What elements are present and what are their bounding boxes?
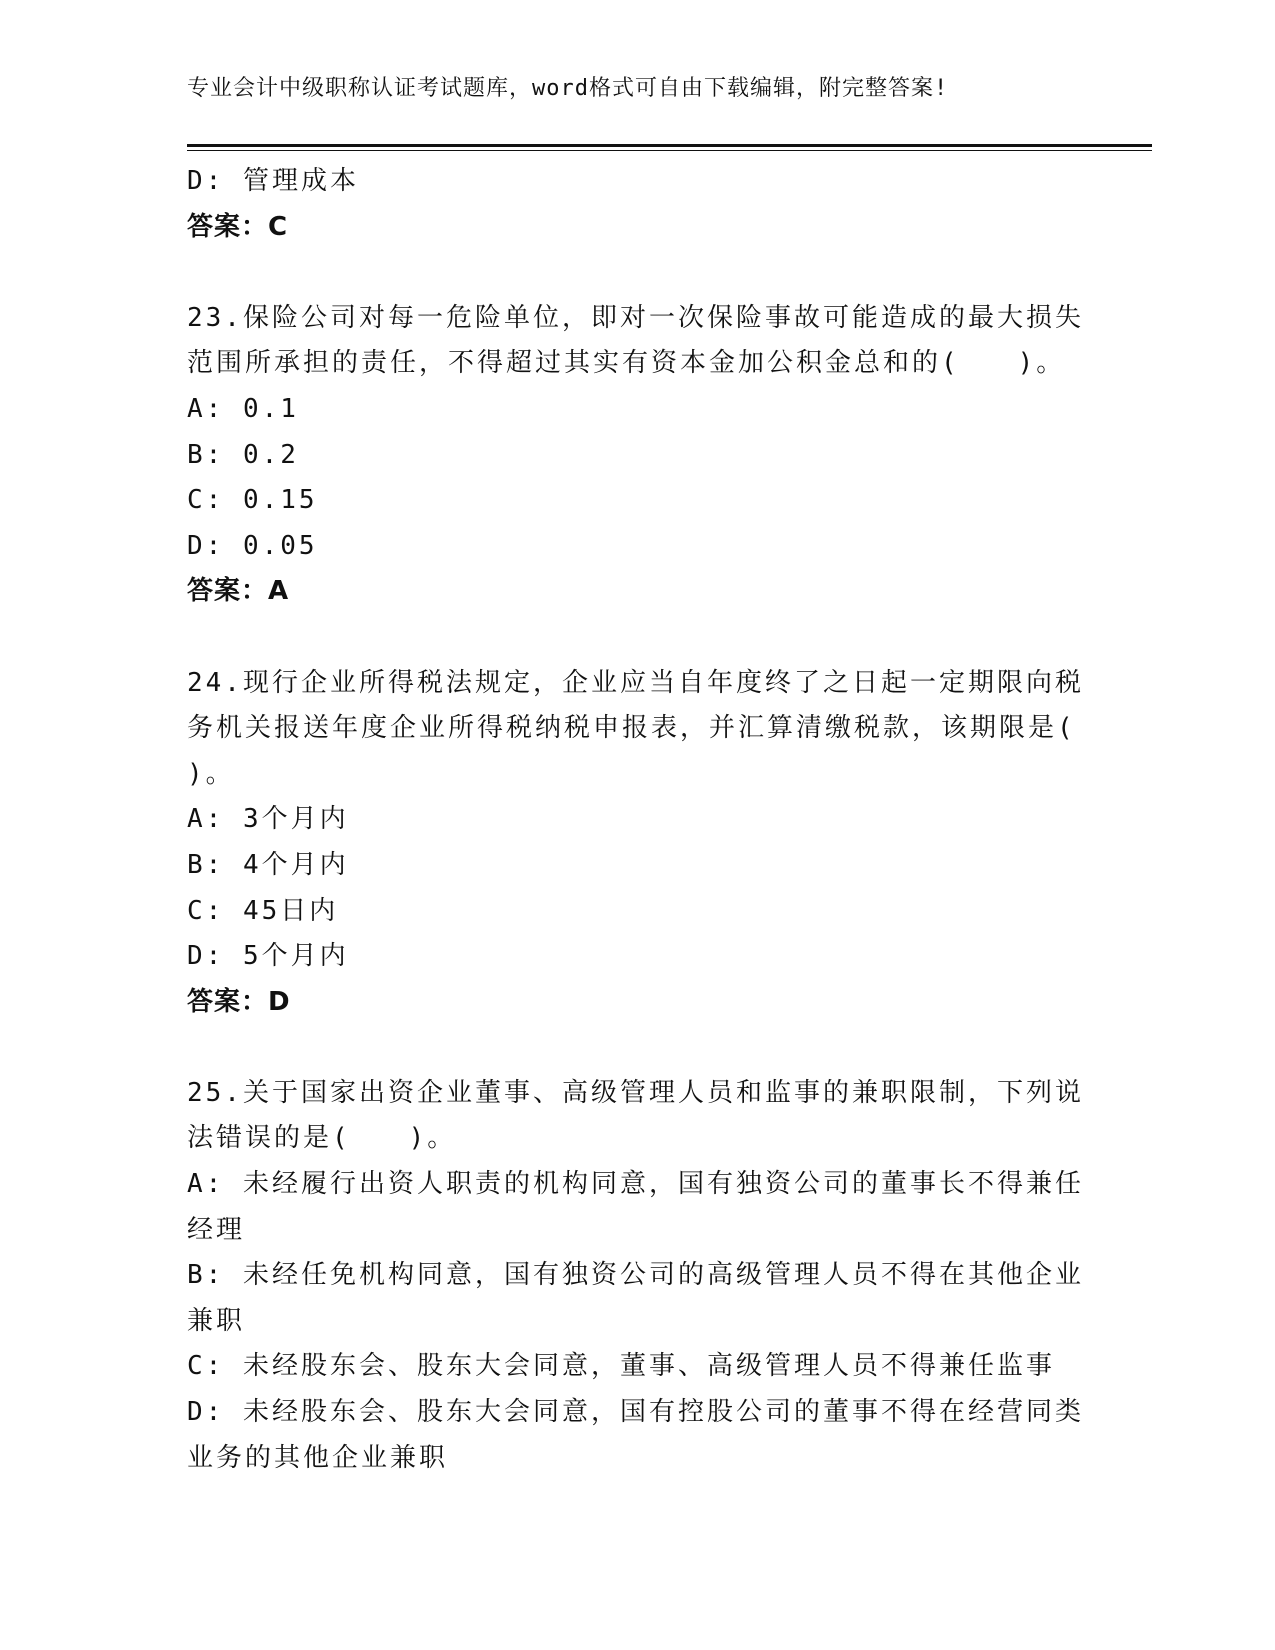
q23-option-a: A: 0.1 [187, 393, 299, 424]
q23-stem-line-1: 23.保险公司对每一危险单位，即对一次保险事故可能造成的最大损失 [187, 302, 1084, 333]
header-rule-thin [187, 150, 1152, 151]
header-rule-thick [187, 144, 1152, 147]
spacer [187, 1025, 1087, 1071]
q25-option-a-line-2: 经理 [187, 1214, 246, 1245]
q25-stem-line-2: 法错误的是( )。 [187, 1123, 457, 1154]
q23-option-c: C: 0.15 [187, 485, 318, 516]
spacer [187, 250, 1087, 296]
q25-stem-line-1: 25.关于国家出资企业董事、高级管理人员和监事的兼职限制，下列说 [187, 1077, 1084, 1108]
q23-option-d: D: 0.05 [187, 530, 318, 561]
q22-option-d: D: 管理成本 [187, 166, 359, 196]
q25-option-d-line-1: D: 未经股东会、股东大会同意，国有控股公司的董事不得在经营同类 [187, 1397, 1084, 1428]
page-header: 专业会计中级职称认证考试题库，word格式可自由下载编辑，附完整答案! [187, 76, 949, 101]
q25-option-a-line-1: A: 未经履行出资人职责的机构同意，国有独资公司的董事长不得兼任 [187, 1169, 1084, 1200]
q24-stem-line-2: 务机关报送年度企业所得税纳税申报表，并汇算清缴税款，该期限是( [187, 713, 1076, 744]
q24-stem-line-1: 24.现行企业所得税法规定，企业应当自年度终了之日起一定期限向税 [187, 667, 1084, 698]
q22-answer: 答案：C [187, 211, 289, 242]
document-body [187, 159, 1087, 1481]
q23-option-b: B: 0.2 [187, 439, 299, 470]
q24-option-b: B: 4个月内 [187, 849, 349, 880]
q24-option-d: D: 5个月内 [187, 941, 349, 972]
q24-stem-line-3: )。 [187, 758, 235, 789]
q25-option-c: C: 未经股东会、股东大会同意，董事、高级管理人员不得兼任监事 [187, 1351, 1055, 1382]
q23-stem-line-2: 范围所承担的责任，不得超过其实有资本金加公积金总和的( )。 [187, 348, 1066, 379]
q24-option-c: C: 45日内 [187, 895, 339, 926]
q24-option-a: A: 3个月内 [187, 804, 349, 835]
q25-option-b-line-2: 兼职 [187, 1305, 246, 1336]
q25-option-d-line-2: 业务的其他企业兼职 [187, 1442, 449, 1473]
q25-option-b-line-1: B: 未经任免机构同意，国有独资公司的高级管理人员不得在其他企业 [187, 1260, 1084, 1291]
q23-answer: 答案：A [187, 576, 290, 607]
spacer [187, 615, 1087, 661]
q24-answer: 答案：D [187, 986, 291, 1017]
